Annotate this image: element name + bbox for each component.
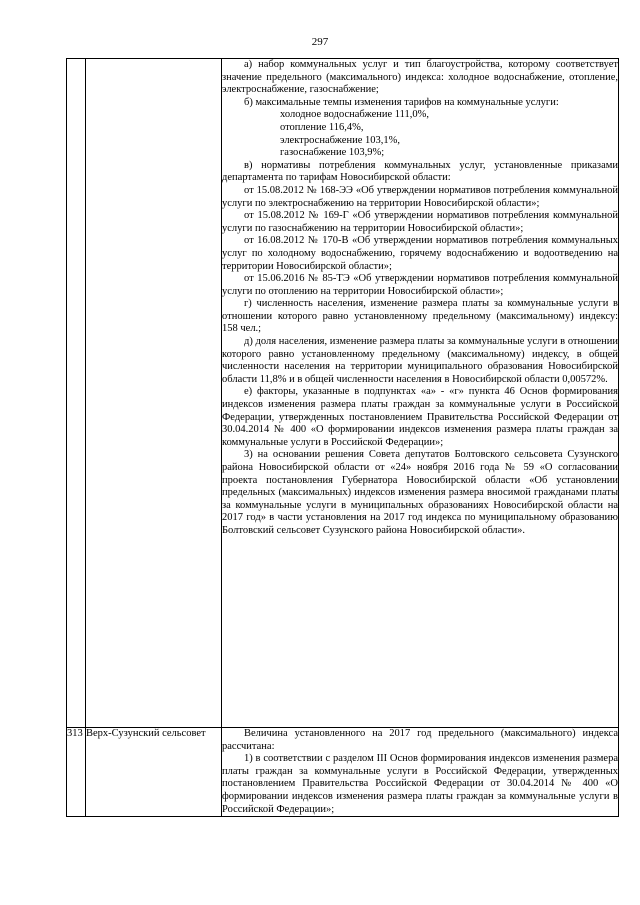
municipality-name-cell — [86, 59, 222, 728]
table-row — [67, 728, 619, 817]
paragraph: г) численность населения, изменение размера платы за коммунальные услуги в отношении которого равно установленному предельному (максимальному) индексу: 158 чел.; — [222, 298, 618, 335]
tariff-item: газоснабжение 103,9%; — [280, 147, 385, 159]
paragraph: 3) на основании решения Совета депутатов Болтовского сельсовета Сузунского района Новосибирской области от «24» ноября 2016 года № 59 «О согласовании проекта постановления Губернатора Новосибирской области «Об установлении предельных (максимальных) индексов изменения размера вносимой гражданами платы за коммунальные услуги в муниципальных образованиях Новосибирской области на 2017 год» в части установления на 2017 год индекса по муниципальному образованию Болтовский сельсовет Сузунского района Новосибирской области». — [222, 449, 618, 536]
justification-cell — [222, 59, 619, 728]
paragraph: 1) в соответствии с разделом III Основ формирования индексов изменения размера платы граждан за коммунальные услуги в Российской Федерации, утвержденных постановлением Правительства Российской Федерации от 30.04.2014 № 400 «О формировании индексов изменения размера платы граждан за коммунальные услуги в Российской Федерации»; — [222, 753, 618, 815]
paragraph: от 15.08.2012 № 168-ЭЭ «Об утверждении нормативов потребления коммунальной услуги по электроснабжению на территории Новосибирской области»; — [222, 184, 618, 209]
justification-cell — [222, 728, 619, 817]
paragraph: от 16.08.2012 № 170-В «Об утверждении нормативов потребления коммунальных услуг по холодному водоснабжению, горячему водоснабжению и водоотведению на территории Новосибирской области»; — [222, 235, 618, 272]
municipal-index-table — [66, 58, 619, 817]
municipality-name-cell: Верх-Сузунский сельсовет — [86, 728, 222, 817]
tariff-item: отопление 116,4%, — [280, 121, 364, 133]
paragraph: а) набор коммунальных услуг и тип благоустройства, которому соответствует значение предельного (максимального) индекса: холодное водоснабжение, отопление, электроснабжение, газоснабжение; — [222, 59, 618, 96]
paragraph: б) максимальные темпы изменения тарифов на коммунальные услуги: — [244, 96, 559, 108]
paragraph: д) доля населения, изменение размера платы за коммунальные услуги в отношении которого равно установленному предельному (максимальному) индексу, в общей численности населения на территории муниципального образования Новосибирской области 11,8% и в общей численности населения в Новосибирской области 0,00572%. — [222, 336, 618, 385]
paragraph: в) нормативы потребления коммунальных услуг, установленные приказами департамента по тарифам Новосибирской области: — [222, 159, 618, 184]
row-number-cell — [67, 59, 86, 728]
paragraph: от 15.06.2016 № 85-ТЭ «Об утверждении нормативов потребления коммунальной услуги по отоплению на территории Новосибирской области»; — [222, 273, 618, 297]
paragraph: от 15.08.2012 № 169-Г «Об утверждении нормативов потребления коммунальной услуги по газоснабжению на территории Новосибирской области»; — [222, 210, 618, 234]
table-row — [67, 59, 619, 728]
paragraph: е) факторы, указанные в подпунктах «а» - «г» пункта 46 Основ формирования индексов изменения размера платы граждан за коммунальные услуги в Российской Федерации, утвержденных постановлением Правительства Российской Федерации от 30.04.2014 № 400 «О формировании индексов изменения размера платы граждан за коммунальные услуги в Российской Федерации»; — [222, 386, 618, 448]
tariff-item: электроснабжение 103,1%, — [280, 134, 400, 146]
page-number: 297 — [311, 36, 329, 48]
paragraph: Величина установленного на 2017 год предельного (максимального) индекса рассчитана: — [222, 728, 618, 752]
tariff-item: холодное водоснабжение 111,0%, — [280, 109, 429, 121]
row-number-cell: 313 — [67, 728, 86, 817]
